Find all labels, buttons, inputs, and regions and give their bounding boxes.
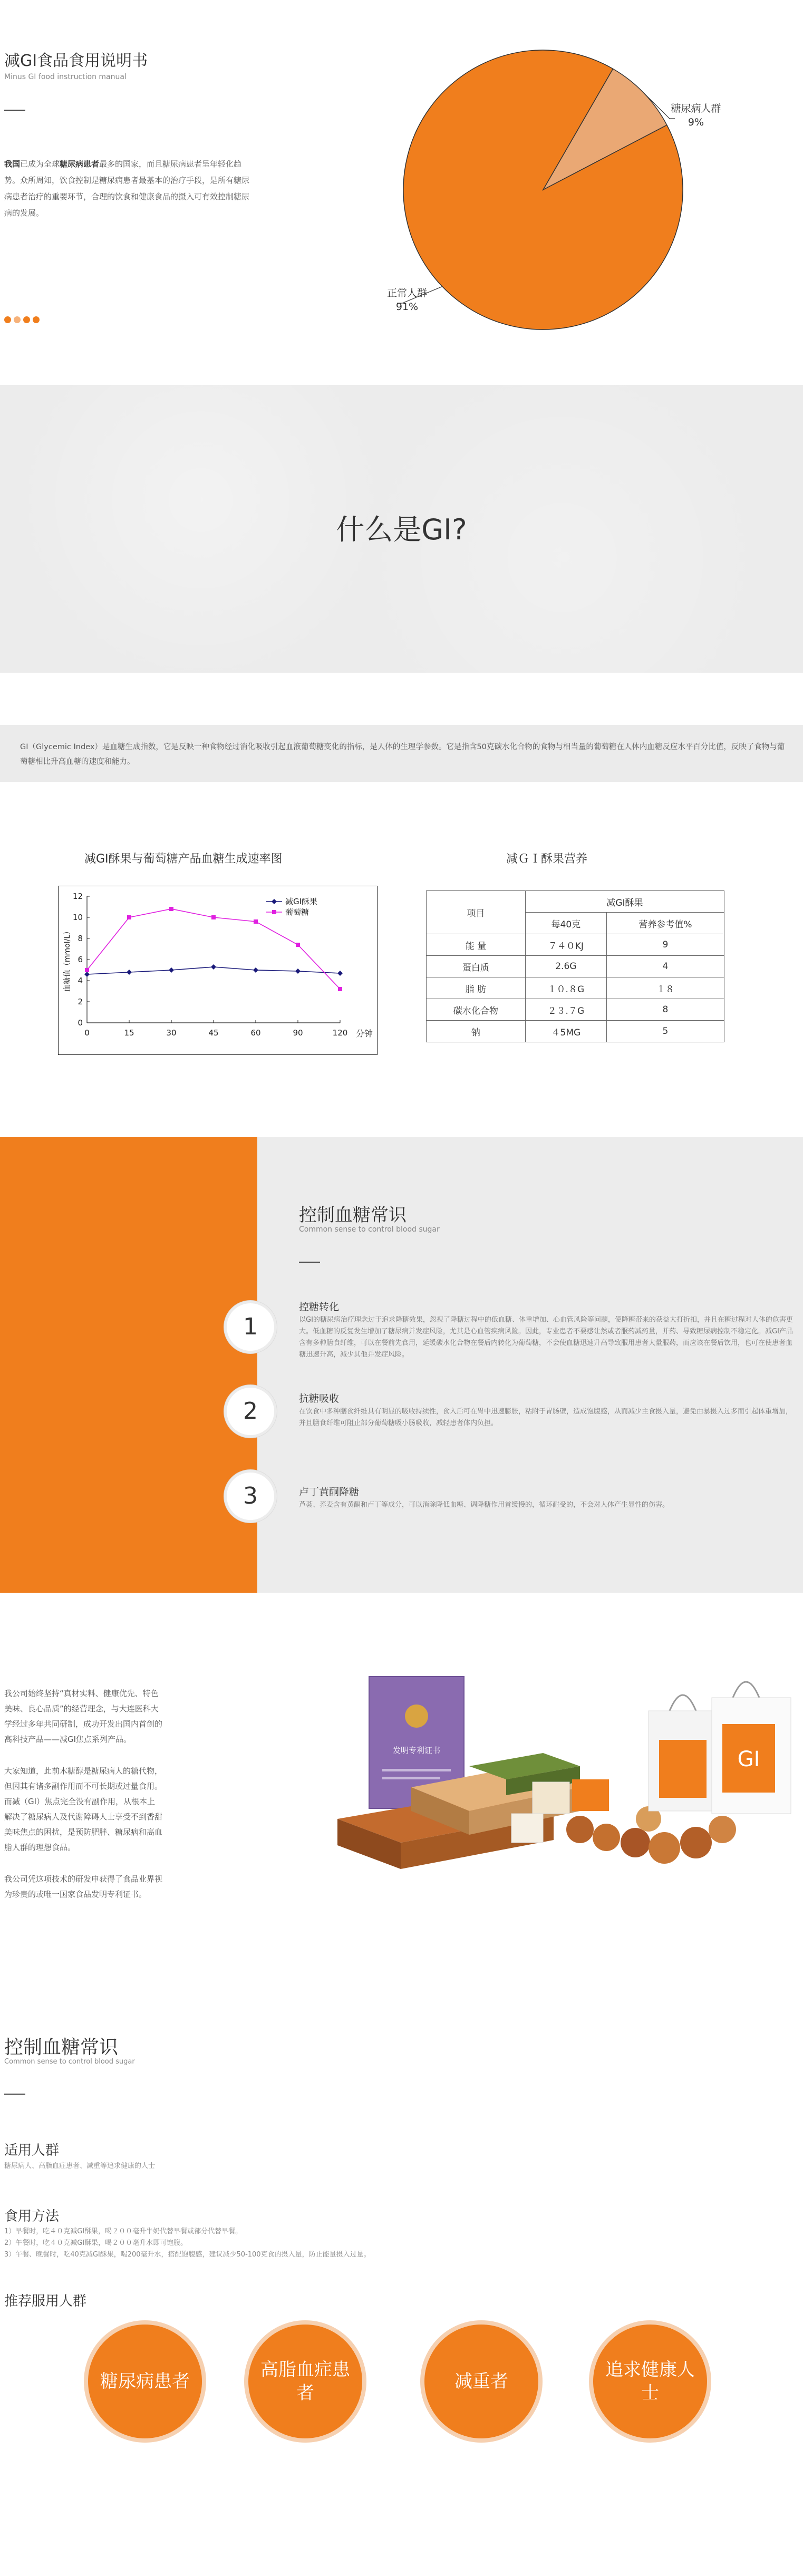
- header-per: 每40克: [525, 913, 606, 934]
- title-divider: [4, 110, 25, 111]
- company-paragraph-2: 大家知道，此前木糖醇是糖尿病人的糖代物，但因其有诸多副作用而不可长期或过量食用。而减（GI）焦点完全没有副作用，从根本上解决了糖尿病人及代谢障碍人士享受不到香甜美味焦点的困扰，是预防肥胖、糖尿病和高血脂人群的理想食品。: [4, 1766, 163, 1852]
- x-tick-label: 120: [332, 1028, 348, 1038]
- intro-text-1: 已成为全球: [20, 159, 60, 169]
- y-axis-label: 血糖值（mmol/L）: [63, 927, 72, 992]
- dot-3[interactable]: [23, 316, 30, 323]
- item-title-3: 卢丁黄酮降糖: [299, 1486, 360, 1498]
- nutrition-table: [426, 890, 724, 1042]
- row-name: 脂 肪: [427, 977, 526, 999]
- header-ref: 营养参考值%: [606, 913, 724, 934]
- suitable-desc: 糖尿病人、高脂血症患者、减重等追求健康的人士: [4, 2162, 156, 2170]
- badge-health: [589, 2320, 711, 2443]
- dot-4[interactable]: [33, 316, 40, 323]
- badge-label: 高脂血症患者: [260, 2359, 350, 2404]
- method-line-2: 2）午餐时，吃４０克减GI酥果，喝２００毫升水即可饱腹。: [4, 2239, 188, 2247]
- gi-definition-text: GI（Glycemic Index）是血糖生成指数，它是反映一种食物经过消化吸收引起血液葡萄糖变化的指标，是人体的生理学参数。它是指含50克碳水化合物的食物与相当量的葡萄糖在人体内血糖反应水平百分比值，反映了食物与葡萄糖相比升高血糖的速度和能力。: [20, 743, 785, 766]
- y-tick-label: 8: [78, 934, 83, 943]
- control-divider: [299, 1262, 320, 1263]
- control-subtitle: Common sense to control blood sugar: [299, 1225, 440, 1234]
- step-number-3: 3: [224, 1470, 277, 1523]
- y-tick-label: 4: [78, 976, 83, 985]
- page-title: 减GI食品食用说明书: [4, 52, 148, 70]
- intro-text-2: 最多的国家，而且糖尿病患者呈年轻化趋势。众所周知，饮食控制是糖尿病患者最基本的治疗手段，是所有糖尿病患者治疗的重要环节，合理的饮食和健康食品的摄入可有效控制糖尿病的发展。: [4, 159, 250, 218]
- suitable-title: 适用人群: [4, 2143, 60, 2158]
- table-row: [427, 999, 724, 1021]
- y-tick-label: 6: [78, 955, 83, 964]
- table-row: [427, 934, 724, 956]
- page-subtitle: Minus GI food instruction manual: [4, 73, 127, 81]
- item-title-1: 控糖转化: [299, 1301, 340, 1313]
- x-tick-label: 90: [293, 1028, 303, 1038]
- row-per: 2.6G: [525, 956, 606, 977]
- legend-label-1: 减GI酥果: [285, 897, 318, 906]
- series-point: [296, 943, 300, 947]
- pie-value-label-1: 9%: [688, 117, 704, 128]
- y-tick-label: 12: [72, 892, 83, 901]
- header-item: 项目: [427, 891, 526, 934]
- y-tick-label: 2: [78, 997, 83, 1006]
- intro-paragraph: [4, 156, 253, 221]
- recommend-title: 推荐服用人群: [4, 2293, 87, 2309]
- legend-marker: [272, 910, 276, 914]
- badge-label: 糖尿病患者: [100, 2371, 190, 2392]
- population-pie-chart: [385, 32, 743, 337]
- x-tick-label: 30: [166, 1028, 177, 1038]
- gi-heading: 什么是GI?: [336, 513, 467, 546]
- step-number-1: 1: [224, 1301, 277, 1353]
- x-tick-label: 15: [124, 1028, 134, 1038]
- x-tick-label: 45: [208, 1028, 219, 1038]
- intro-bold-country: 我国: [4, 159, 21, 169]
- usage-divider: [4, 2094, 25, 2095]
- y-tick-label: 10: [72, 913, 83, 922]
- nutrition-title: 减ＧＩ酥果营养: [506, 853, 588, 866]
- intro-bold-patients: 糖尿病患者: [60, 159, 100, 169]
- svg-text:发明专利证书: 发明专利证书: [392, 1746, 441, 1755]
- pagination-dots: [4, 315, 42, 325]
- y-tick-label: 0: [78, 1018, 83, 1028]
- row-name: 钠: [427, 1021, 526, 1042]
- row-ref: 4: [606, 956, 724, 977]
- blood-sugar-line-chart: [58, 886, 395, 1065]
- pie-label-1: 糖尿病人群: [671, 103, 721, 114]
- x-axis-label: 分钟: [356, 1029, 373, 1039]
- method-title: 食用方法: [4, 2209, 60, 2224]
- series-point: [254, 919, 258, 924]
- control-title: 控制血糖常识: [299, 1205, 407, 1226]
- step-number-2: 2: [224, 1385, 277, 1438]
- item-desc-2: 在饮食中多种膳食纤维具有明显的吸收持续性，食入后可在胃中迅速膨胀，粘附于胃肠壁，造成饱腹感，从而减少主食摄入量，避免由暴摄入过多而引起体重增加，并且膳食纤维可阻止部分葡萄糖吸小肠吸收，减轻患者体内负担。: [299, 1408, 793, 1427]
- badge-hyperlipidemia: [244, 2320, 366, 2443]
- table-header-row: [427, 891, 724, 913]
- table-row: [427, 1021, 724, 1042]
- table-row: [427, 956, 724, 977]
- badge-weight-loss: [420, 2320, 543, 2443]
- badge-diabetes: [84, 2320, 206, 2443]
- row-ref: 9: [606, 934, 724, 956]
- item-desc-1: 以GI的糖尿病治疗理念过于追求降糖效果，忽视了降糖过程中的低血糖、体重增加、心血管风险等问题，使降糖带来的获益大打折扣，并且在糖过程对人体的危害更大。低血糖的反复发生增加了糖尿病并发症风险，尤其是心血管疾病风险。因此，专业患者不要感让然或者服药减药量，并药、导致糖尿病控制不稳定化。减GI产品含有多种膳食纤维，可以在餐前先食用，延缓碳水化合物在餐后内转化为葡萄糖，不会使血糖迅速升高导致服用患者大量服药，而应该在餐后饮用，也可在使患者血糖迅速升高，减少其他并发症风险。: [299, 1316, 793, 1359]
- method-line-1: 1）早餐时，吃４０克减GI酥果，喝２００毫升牛奶代替早餐或部分代替早餐。: [4, 2228, 243, 2235]
- dot-1[interactable]: [4, 316, 11, 323]
- x-tick-label: 0: [84, 1028, 90, 1038]
- method-line-3: 3）午餐、晚餐时，吃40克减GI酥果，喝200毫升水，搭配饱腹感，建议减少50-100克食的摄入量，防止能量摄入过量。: [4, 2251, 371, 2259]
- series-point: [127, 915, 131, 919]
- row-ref: 5: [606, 1021, 724, 1042]
- series-point: [211, 915, 216, 919]
- control-orange-panel: [0, 1137, 257, 1593]
- row-name: 碳水化合物: [427, 999, 526, 1021]
- table-row: [427, 977, 724, 999]
- svg-text:GI: GI: [737, 1747, 760, 1771]
- usage-subtitle: Common sense to control blood sugar: [4, 2058, 135, 2066]
- product-image: [332, 1661, 796, 1882]
- pie-value-label-2: 91%: [395, 301, 419, 313]
- row-name: 蛋白质: [427, 956, 526, 977]
- pie-label-2: 正常人群: [386, 287, 428, 299]
- row-ref: 8: [606, 999, 724, 1021]
- x-tick-label: 60: [250, 1028, 261, 1038]
- header-group: 减GI酥果: [525, 891, 724, 913]
- company-text: [4, 1686, 162, 1919]
- cookies: [566, 1806, 736, 1864]
- item-title-2: 抗糖吸收: [299, 1393, 340, 1405]
- badge-label: 减重者: [454, 2371, 508, 2392]
- row-ref: １８: [606, 977, 724, 999]
- row-per: ７４０KJ: [525, 934, 606, 956]
- series-point: [338, 987, 342, 991]
- line-chart-title: 减GI酥果与葡萄糖产品血糖生成速率图: [84, 853, 283, 866]
- item-desc-3: 芦荟、荞麦含有黄酮和卢丁等成分，可以消除降低血糖、调降糖作用首缓慢的，循环耐受的，不会对人体产生显性的伤害。: [299, 1501, 670, 1509]
- series-point: [169, 907, 173, 911]
- gift-bags: [649, 1682, 791, 1814]
- row-per: ４5MG: [525, 1021, 606, 1042]
- badge-label: 追求健康人士: [605, 2359, 695, 2404]
- dot-2[interactable]: [14, 316, 21, 323]
- row-per: １０.８G: [525, 977, 606, 999]
- company-paragraph-3: 我公司凭这项技术的研发申获得了食品业界视为珍贵的或唯一国家食品发明专利证书。: [4, 1874, 163, 1899]
- legend-label-2: 葡萄糖: [285, 907, 309, 917]
- row-per: ２３.７G: [525, 999, 606, 1021]
- series-point: [85, 968, 89, 972]
- company-paragraph-1: 我公司始终坚持“真材实料、健康优先、特色美味、良心品质”的经营理念，与大连医科大学经过多年共同研制，成功开发出国内首创的高科技产品——减GI焦点系列产品。: [4, 1689, 163, 1744]
- usage-title: 控制血糖常识: [4, 2037, 119, 2058]
- row-name: 能 量: [427, 934, 526, 956]
